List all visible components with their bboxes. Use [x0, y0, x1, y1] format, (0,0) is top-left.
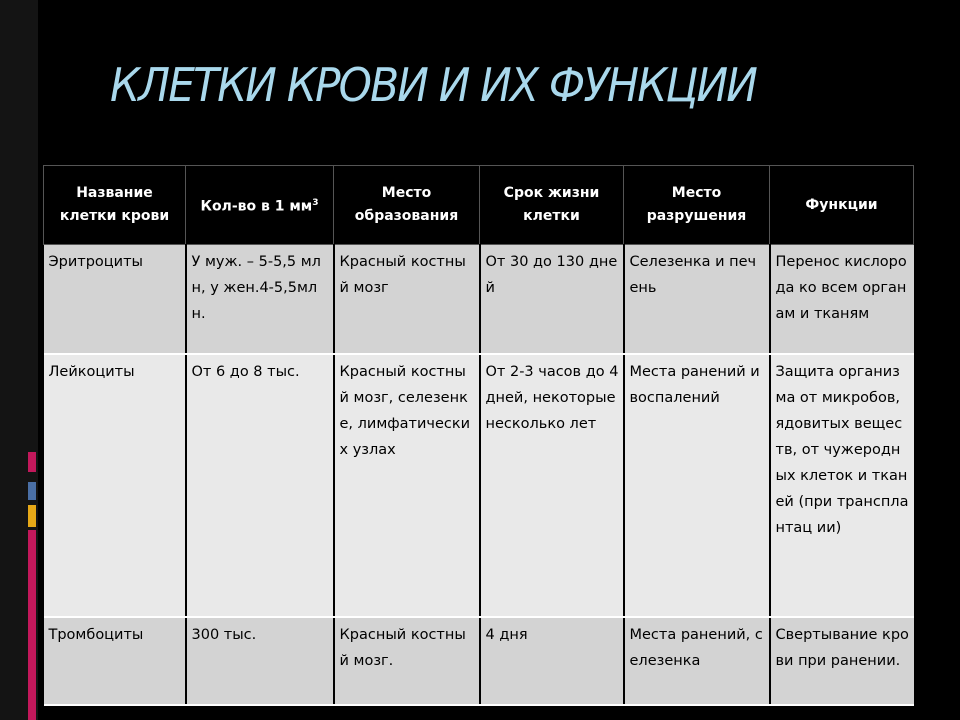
- table-cell: Защита организма от микробов, ядовитых веществ, от чужеродных клеток и тканей (при трансплантац ии): [770, 354, 914, 617]
- accent-bar-red-top: [28, 452, 36, 472]
- table-cell: Тромбоциты: [44, 617, 186, 705]
- header-cell-name: Название клетки крови: [44, 166, 186, 245]
- table-cell: 300 тыс.: [186, 617, 334, 705]
- accent-bar-red-bottom: [28, 530, 36, 720]
- table-header-row: [44, 166, 914, 245]
- table-cell: Перенос кислорода ко всем органам и тканям: [770, 245, 914, 355]
- header-cell-count: [186, 166, 334, 245]
- header-cell-lifespan: Срок жизни клетки: [480, 166, 624, 245]
- table-cell: Красный костный мозг: [334, 245, 480, 355]
- table-cell: Селезенка и печень: [624, 245, 770, 355]
- table-cell: От 30 до 130 дней: [480, 245, 624, 355]
- header-count-text: Кол-во в 1 мм: [200, 198, 313, 215]
- table-row: [44, 354, 914, 617]
- table-cell: Эритроциты: [44, 245, 186, 355]
- table-cell: Красный костный мозг, селезенке, лимфатически х узлах: [334, 354, 480, 617]
- accent-bar-yellow: [28, 505, 36, 527]
- table-cell: Лейкоциты: [44, 354, 186, 617]
- table-cell: Места ранений, селезенка: [624, 617, 770, 705]
- table-cell: От 6 до 8 тыс.: [186, 354, 334, 617]
- table-cell: Места ранений и воспалений: [624, 354, 770, 617]
- blood-cells-table: [43, 165, 914, 706]
- table-row: [44, 245, 914, 355]
- header-cell-origin: Место образования: [334, 166, 480, 245]
- table-cell: У муж. – 5-5,5 млн, у жен.4-5,5млн.: [186, 245, 334, 355]
- header-count-superscript: 3: [312, 197, 319, 208]
- table-cell: 4 дня: [480, 617, 624, 705]
- table-row: [44, 617, 914, 705]
- table-cell: Свертывание крови при ранении.: [770, 617, 914, 705]
- header-cell-destruction: Место разрушения: [624, 166, 770, 245]
- slide-title: КЛЕТКИ КРОВИ И ИХ ФУНКЦИИ: [110, 58, 757, 112]
- table-cell: От 2-3 часов до 4 дней, некоторые несколько лет: [480, 354, 624, 617]
- table-cell: Красный костный мозг.: [334, 617, 480, 705]
- accent-bar-blue: [28, 482, 36, 500]
- header-cell-functions: Функции: [770, 166, 914, 245]
